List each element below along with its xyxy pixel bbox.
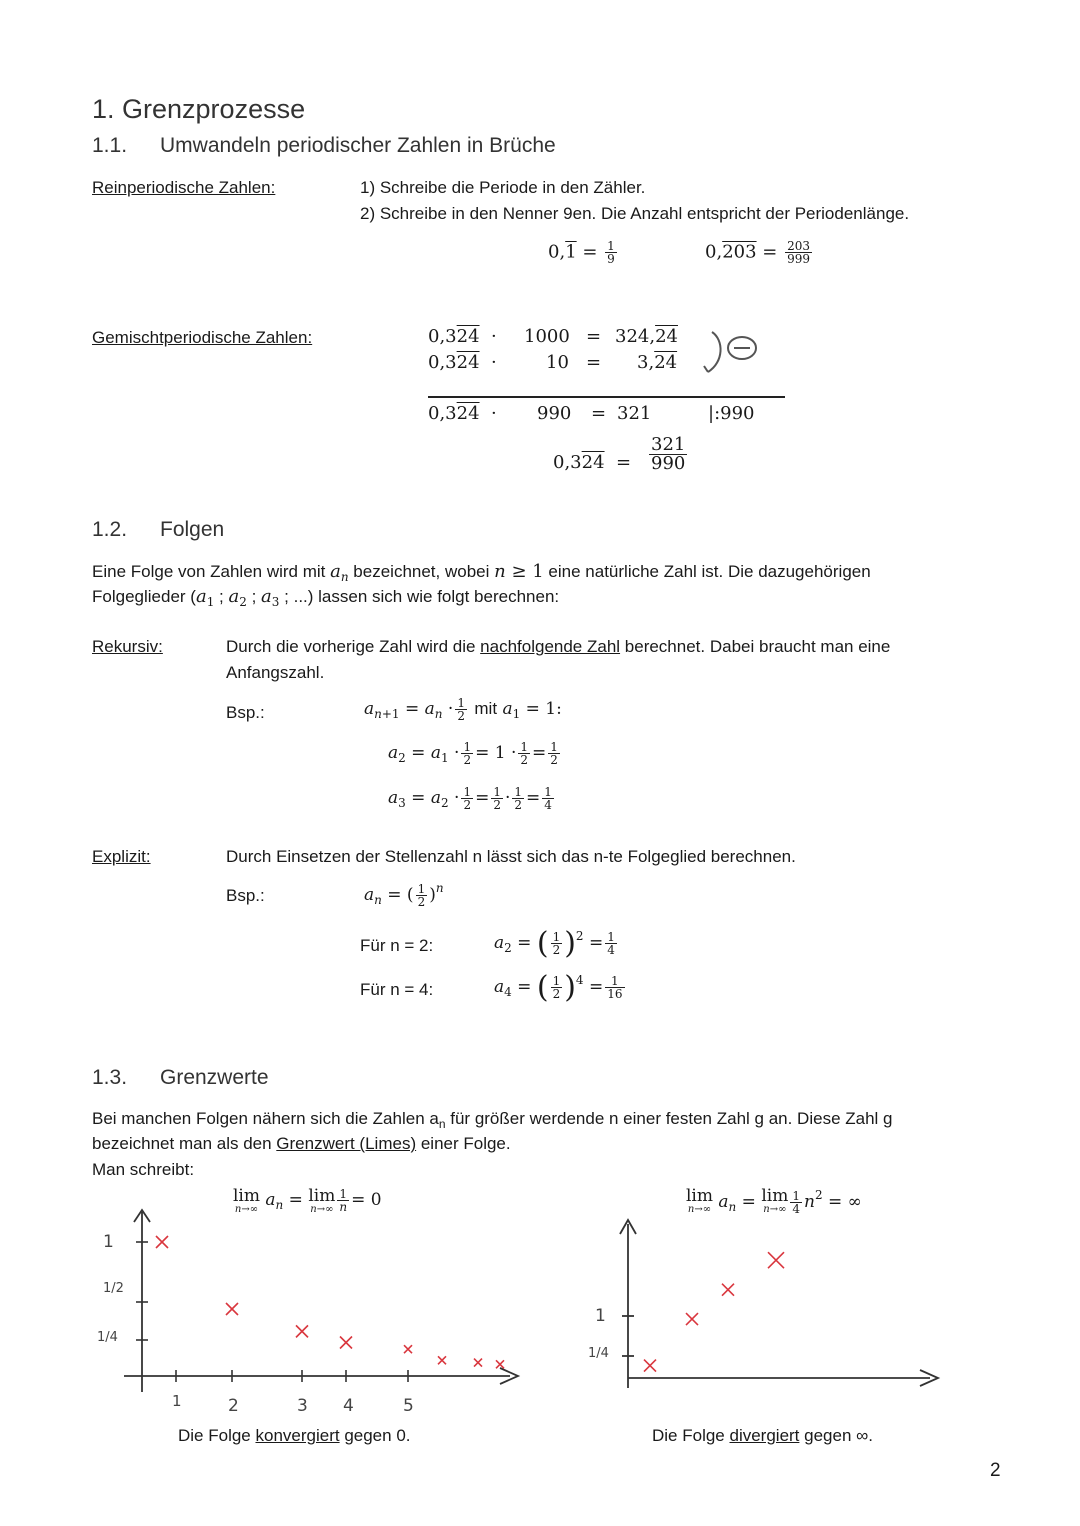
left-plot-caption: Die Folge konvergiert gegen 0. xyxy=(178,1426,411,1445)
gemischt-row-3-lhs: 0,324 · xyxy=(428,403,497,424)
gemischt-row-1-res: 324,24 xyxy=(615,326,678,347)
rekursiv-text-line-1: Durch die vorherige Zahl wird die nachfolgende Zahl berechnet. Dabei braucht man eine xyxy=(226,637,891,656)
right-limit-formula: lim n→∞ $a_n$ = lim n→∞ $\frac{1}{4}$ $n^2$ = ∞ xyxy=(686,1186,862,1216)
explizit-example-a2: $a_2$ = ( $\frac{1}{2}$ )$^2$ = $\frac{1}{4}$ xyxy=(494,926,615,961)
left-plot-point-7 xyxy=(474,1359,482,1367)
left-plot-point-5 xyxy=(404,1345,412,1353)
section-1-2-number: 1.2. xyxy=(92,518,128,541)
left-plot-point-8 xyxy=(496,1360,504,1368)
right-plot-point-1 xyxy=(644,1360,656,1372)
label-explizit: Explizit: xyxy=(92,847,151,866)
left-limit-formula: lim n→∞ $a_n$ = lim n→∞ $\frac{1}{n}$ = 0 xyxy=(233,1186,382,1215)
explizit-fuer-2-label: Für n = 2: xyxy=(360,936,434,955)
folgen-paragraph-line-1: Eine Folge von Zahlen wird mit $a_n$ bezeichnet, wobei n ≥ 1 eine natürliche Zahl ist. Die dazugehörigen xyxy=(92,561,871,584)
left-plot-x-label-4: 4 xyxy=(343,1396,354,1416)
page-number: 2 xyxy=(990,1460,1001,1481)
left-plot-y-label-half: 1/2 xyxy=(103,1281,124,1296)
grenz-paragraph-line-2: bezeichnet man als den Grenzwert (Limes) einer Folge. xyxy=(92,1134,511,1153)
explizit-formula: $a_n$ = ( $\frac{1}{2}$ )$^n$ xyxy=(364,881,444,909)
right-divergence-plot xyxy=(580,1210,950,1400)
gemischt-row-3-mul: 990 xyxy=(537,403,572,424)
grenz-paragraph-line-3: Man schreibt: xyxy=(92,1160,195,1179)
explizit-text: Durch Einsetzen der Stellenzahl n lässt sich das n-te Folgeglied berechnen. xyxy=(226,847,796,866)
right-plot-point-4 xyxy=(768,1252,784,1268)
section-1-1-title: Umwandeln periodischer Zahlen in Brüche xyxy=(160,134,556,157)
gemischt-result-lhs: 0,324 = xyxy=(553,452,632,473)
left-plot-y-label-1: 1 xyxy=(103,1232,114,1252)
section-1-2-title: Folgen xyxy=(160,518,225,541)
left-plot-point-4 xyxy=(340,1337,352,1349)
rein-step-2: 2) Schreibe in den Nenner 9en. Die Anzahl entspricht der Periodenlänge. xyxy=(360,204,910,223)
page-title: 1. Grenzprozesse xyxy=(92,94,306,124)
section-1-3-number: 1.3. xyxy=(92,1066,128,1089)
left-plot-point-1 xyxy=(156,1236,168,1248)
rekursiv-step-a3: $a_3 = a_2$ · $\frac{1}{2}$ = $\frac{1}{2}$ · $\frac{1}{2}$ = $\frac{1}{4}$ xyxy=(388,785,552,812)
equals-sign: = xyxy=(591,403,607,424)
left-plot-x-label-2: 2 xyxy=(228,1396,239,1416)
rekursiv-text-line-2: Anfangszahl. xyxy=(226,663,325,682)
label-reinperiodisch: Reinperiodische Zahlen: xyxy=(92,178,276,197)
gemischt-result-fraction: $\frac{321}{990}$ xyxy=(651,434,686,474)
left-plot-x-label-5: 5 xyxy=(403,1396,414,1416)
rein-example-2: 0,203 = $\frac{203}{999}$ xyxy=(705,239,810,266)
gemischt-row-3-op: |:990 xyxy=(708,403,755,424)
equals-sign: = xyxy=(586,326,602,347)
left-plot-x-label-1: 1 xyxy=(172,1392,182,1410)
left-plot-y-label-quarter: 1/4 xyxy=(97,1330,118,1345)
right-plot-point-2 xyxy=(686,1313,698,1325)
rekursiv-formula: $a_{n+1} = a_n$ · $\frac{1}{2}$ mit $a_1 = 1$: xyxy=(364,696,562,723)
subtraction-rule xyxy=(428,396,785,398)
explizit-bsp-label: Bsp.: xyxy=(226,886,265,905)
rein-step-1: 1) Schreibe die Periode in den Zähler. xyxy=(360,178,646,197)
folgen-paragraph-line-2: Folgeglieder ($a_1$ ; $a_2$ ; $a_3$ ; ...) lassen sich wie folgt berechnen: xyxy=(92,586,560,609)
gemischt-row-3-res: 321 xyxy=(617,403,652,424)
section-1-3-title: Grenzwerte xyxy=(160,1066,269,1089)
left-plot-x-label-3: 3 xyxy=(297,1396,308,1416)
gemischt-row-2-lhs: 0,324 · xyxy=(428,352,497,373)
label-gemischtperiodisch: Gemischtperiodische Zahlen: xyxy=(92,328,313,347)
minus-sign-annotation-icon xyxy=(698,328,768,380)
rein-example-1: 0,1 = $\frac{1}{9}$ xyxy=(548,239,615,266)
grenz-paragraph-line-1: Bei manchen Folgen nähern sich die Zahlen $a_n$ für größer werdende n einer festen Zahl g an. Diese Zahl g xyxy=(92,1109,893,1131)
explizit-example-a4: $a_4$ = ( $\frac{1}{2}$ )$^4$ = $\frac{1}{16}$ xyxy=(494,970,623,1005)
rekursiv-step-a2: $a_2 = a_1$ · $\frac{1}{2}$ = 1 · $\frac{1}{2}$ = $\frac{1}{2}$ xyxy=(388,740,558,767)
left-plot-point-3 xyxy=(296,1325,308,1337)
explizit-fuer-4-label: Für n = 4: xyxy=(360,980,434,999)
right-plot-y-label-quarter: 1/4 xyxy=(588,1346,609,1361)
right-plot-point-3 xyxy=(722,1284,734,1296)
label-rekursiv: Rekursiv: xyxy=(92,637,163,656)
gemischt-row-1-mul: 1000 xyxy=(524,326,570,347)
section-1-1-number: 1.1. xyxy=(92,134,128,157)
left-convergence-plot xyxy=(90,1200,530,1430)
equals-sign: = xyxy=(586,352,602,373)
right-plot-y-label-1: 1 xyxy=(595,1306,606,1326)
gemischt-row-2-res: 3,24 xyxy=(637,352,678,373)
right-plot-caption: Die Folge divergiert gegen ∞. xyxy=(652,1426,873,1445)
left-plot-point-6 xyxy=(438,1356,446,1364)
gemischt-row-2-mul: 10 xyxy=(546,352,569,373)
rekursiv-bsp-label: Bsp.: xyxy=(226,703,265,722)
gemischt-row-1-lhs: 0,324 · xyxy=(428,326,497,347)
left-plot-point-2 xyxy=(226,1303,238,1315)
